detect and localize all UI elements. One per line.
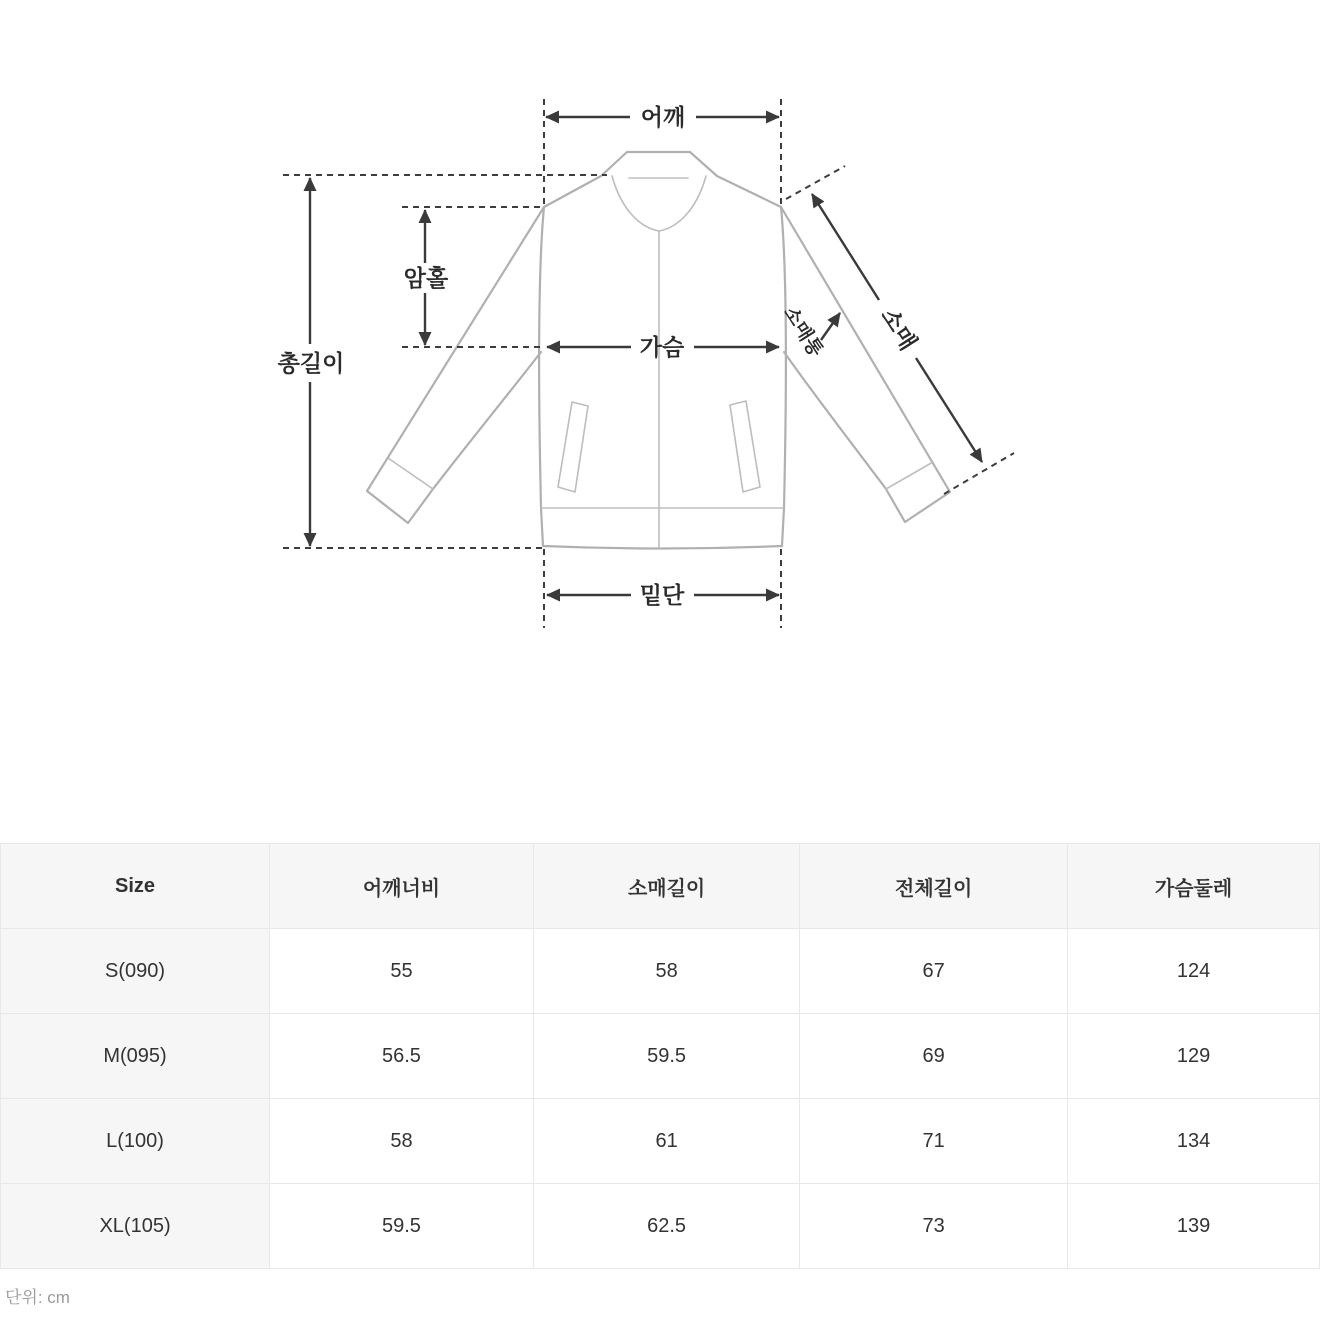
value-cell: 134	[1068, 1099, 1320, 1184]
unit-note: 단위: cm	[5, 1288, 70, 1307]
hem-label: 밑단	[639, 582, 685, 608]
table-row-xl	[1, 1184, 1320, 1269]
sleeve-label: 소매	[876, 303, 922, 355]
sleeve-width-arrow	[821, 313, 840, 340]
value-cell: 58	[533, 929, 799, 1014]
value-cell: 67	[800, 929, 1068, 1014]
sleeve-arrow-upper	[812, 194, 879, 300]
value-cell: 69	[800, 1014, 1068, 1099]
shoulder-label: 어깨	[640, 104, 686, 130]
col-header-sleeve-length: 소매길이	[533, 844, 799, 929]
value-cell: 59.5	[270, 1184, 534, 1269]
col-header-shoulder-width: 어깨너비	[270, 844, 534, 929]
size-table	[0, 843, 1320, 1269]
value-cell: 124	[1068, 929, 1320, 1014]
pocket-left	[558, 402, 588, 492]
value-cell: 139	[1068, 1184, 1320, 1269]
value-cell: 56.5	[270, 1014, 534, 1099]
value-cell: 61	[533, 1099, 799, 1184]
value-cell: 58	[270, 1099, 534, 1184]
guide-sleeve-top-tick	[786, 166, 845, 199]
value-cell: 59.5	[533, 1014, 799, 1099]
sleeve-arrow-lower	[916, 358, 982, 462]
cuff-seam-left	[388, 458, 433, 489]
body-left-edge	[539, 207, 544, 546]
armhole-label: 암홀	[403, 265, 449, 291]
size-cell: L(100)	[1, 1099, 270, 1184]
total-length-label: 총길이	[277, 350, 345, 376]
cuff-seam-right	[886, 462, 933, 489]
size-cell: S(090)	[1, 929, 270, 1014]
col-header-size: Size	[1, 844, 270, 929]
value-cell: 73	[800, 1184, 1068, 1269]
sleeve-right	[781, 207, 950, 522]
pocket-right	[730, 401, 760, 492]
hem-bottom-edge	[543, 546, 782, 549]
sleeve-left	[367, 207, 544, 523]
value-cell: 71	[800, 1099, 1068, 1184]
body-right-edge	[781, 207, 786, 546]
col-header-chest-circumference: 가슴둘레	[1068, 844, 1320, 929]
value-cell: 129	[1068, 1014, 1320, 1099]
value-cell: 55	[270, 929, 534, 1014]
size-cell: XL(105)	[1, 1184, 270, 1269]
col-header-total-length: 전체길이	[800, 844, 1068, 929]
measurement-labels	[278, 104, 922, 608]
chest-label: 가슴	[639, 334, 685, 360]
sleeve-width-label: 소매통	[779, 302, 827, 361]
table-header-row	[1, 844, 1320, 929]
value-cell: 62.5	[533, 1184, 799, 1269]
table-row-m	[1, 1014, 1320, 1099]
table-row-l	[1, 1099, 1320, 1184]
collar-inner-line	[612, 176, 706, 231]
collar-outline	[544, 152, 781, 207]
table-row-s	[1, 929, 1320, 1014]
size-cell: M(095)	[1, 1014, 270, 1099]
